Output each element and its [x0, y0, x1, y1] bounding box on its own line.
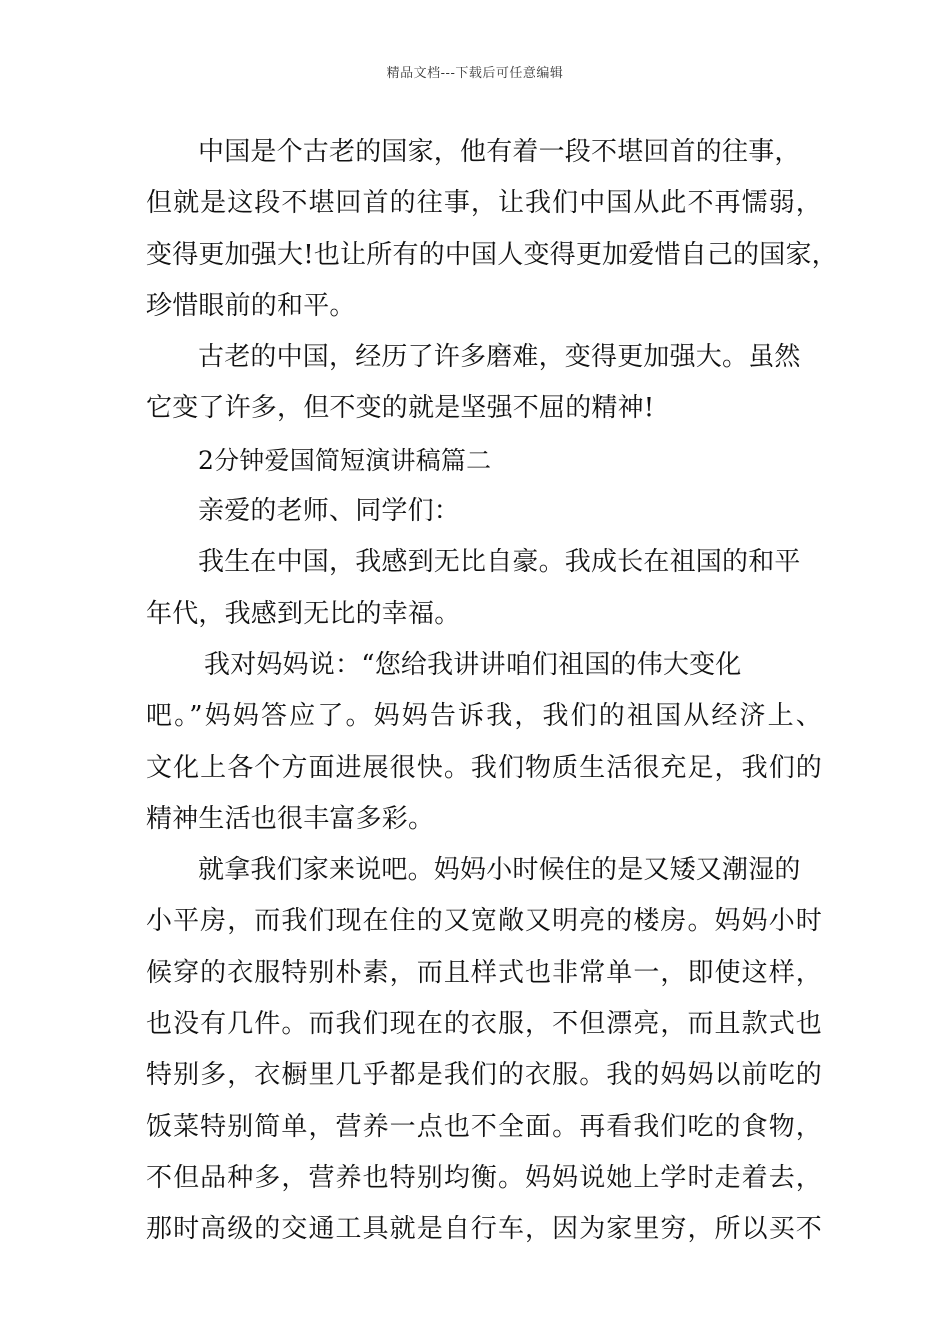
paragraph-line: 珍惜眼前的和平。 [146, 290, 356, 321]
paragraph-line: 古老的中国，经历了许多磨难，变得更加强大。虽然 [198, 342, 801, 373]
paragraph-line: 它变了许多，但不变的就是坚强不屈的精神! [146, 393, 655, 424]
paragraph-line: 特别多，衣橱里几乎都是我们的衣服。我的妈妈以前吃的 [146, 1060, 822, 1091]
paragraph-line: 我对妈妈说：“您给我讲讲咱们祖国的伟大变化 [204, 649, 742, 680]
paragraph-line: 精神生活也很丰富多彩。 [146, 803, 435, 834]
document-body [146, 127, 838, 1256]
paragraph-line: 不但品种多，营养也特别均衡。妈妈说她上学时走着去， [146, 1162, 822, 1193]
paragraph-line: 文化上各个方面进展很快。我们物质生活很充足，我们的 [146, 752, 822, 783]
paragraph-line: 但就是这段不堪回首的往事，让我们中国从此不再懦弱， [146, 188, 822, 219]
page-header: 精品文档---下载后可任意编辑 [386, 66, 564, 81]
paragraph-line: 中国是个古老的国家，他有着一段不堪回首的往事， [198, 137, 801, 167]
paragraph-line: 那时高级的交通工具就是自行车，因为家里穷，所以买不 [146, 1214, 822, 1245]
paragraph-line: 我生在中国，我感到无比自豪。我成长在祖国的和平 [198, 547, 801, 578]
paragraph-line: 也没有几件。而我们现在的衣服，不但漂亮，而且款式也 [146, 1009, 822, 1040]
salutation: 亲爱的老师、同学们： [198, 496, 461, 527]
paragraph-line: 变得更加强大!也让所有的中国人变得更加爱惜自己的国家， [146, 239, 838, 270]
paragraph-line: 候穿的衣服特别朴素，而且样式也非常单一，即使这样， [146, 957, 822, 988]
section-heading: 2分钟爱国简短演讲稿篇二 [198, 445, 492, 475]
paragraph-line: 饭菜特别简单，营养一点也不全面。再看我们吃的食物， [146, 1111, 822, 1142]
paragraph-line: 吧。”妈妈答应了。妈妈告诉我，我们的祖国从经济上、 [146, 701, 822, 732]
paragraph-line: 年代，我感到无比的幸福。 [146, 598, 461, 629]
paragraph-line: 小平房，而我们现在住的又宽敞又明亮的楼房。妈妈小时 [146, 906, 822, 937]
paragraph-line: 就拿我们家来说吧。妈妈小时候住的是又矮又潮湿的 [198, 855, 801, 886]
